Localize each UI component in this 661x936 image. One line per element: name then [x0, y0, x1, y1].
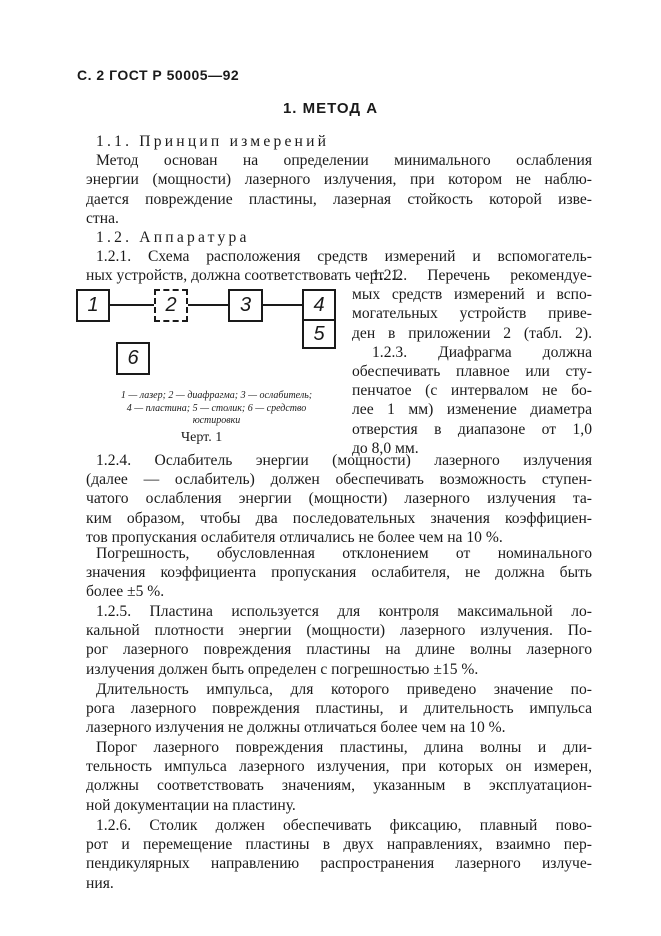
text-line: ния. [86, 874, 114, 892]
right-column [352, 266, 592, 458]
box-stage: 5 [302, 319, 336, 349]
text-line: могательных устройств приве- [352, 305, 592, 323]
caption-line: юстировки [192, 415, 241, 426]
paragraph-porog [86, 738, 592, 815]
section-1-1 [86, 132, 592, 286]
text-line: тов пропускания ослабителя отличались не более чем на 10 %. [86, 528, 503, 546]
section-1-2-4 [86, 451, 592, 547]
text-line: 1.2.1. Схема расположения средств измерений и вспомогатель- [96, 248, 592, 266]
box-attenuator: 3 [228, 289, 263, 322]
connector-line [110, 304, 154, 306]
text-line: чатого ослабления энергии (мощности) лазерного излучения та- [86, 490, 592, 508]
text-line: мых средств измерений и вспо- [352, 286, 592, 304]
heading-1-2: 1.2. Аппаратура [96, 229, 250, 247]
figure-caption [74, 390, 359, 428]
text-line: дается повреждение пластины, лазерная стойкость которой изве- [86, 190, 592, 208]
paragraph-pogreshnost [86, 544, 592, 602]
text-line: Метод основан на определении минимального ослабления [96, 152, 592, 170]
section-1-2-6 [86, 816, 592, 893]
connector-line [263, 304, 302, 306]
text-line: пенчатое (с интервалом не бо- [352, 382, 592, 400]
text-line: ден в приложении 2 (табл. 2). [352, 324, 592, 342]
text-line: 1.2.4. Ослабитель энергии (мощности) лазерного излучения [96, 452, 592, 469]
text-line: рот и перемещение пластины в двух направлениях, взаимно пер- [86, 836, 592, 854]
text-line: лее 1 мм) изменение диаметра [352, 401, 592, 419]
text-line: Порог лазерного повреждения пластины, длина волны и дли- [96, 739, 592, 756]
text-line: ных устройств, должна соответствовать черт. 1. [86, 267, 403, 285]
text-line: Погрешность, обусловленная отклонением от номинального [96, 545, 592, 562]
box-laser: 1 [76, 289, 110, 322]
text-line: до 8,0 мм. [352, 439, 419, 457]
text-line: стна. [86, 209, 119, 227]
connector-line [188, 304, 228, 306]
text-line: более ±5 %. [86, 583, 165, 601]
figure-label: Черт. 1 [181, 430, 223, 445]
text-line: 1.2.3. Диафрагма должна [372, 343, 592, 361]
text-line: (далее — ослабитель) должен обеспечивать возможность ступен- [86, 471, 592, 489]
text-line: пендикулярных направлению распространения лазерного излуче- [86, 855, 592, 873]
text-line: 1.2.6. Столик должен обеспечивать фиксацию, плавный пово- [96, 817, 592, 834]
text-line: 1.2.2. Перечень рекомендуе- [372, 267, 592, 284]
page-header: С. 2 ГОСТ Р 50005—92 [77, 67, 240, 83]
text-line: ким образом, чтобы два последовательных значения коэффициен- [86, 509, 592, 527]
text-line: рога лазерного повреждения пластины, и длительность импульса [86, 700, 592, 718]
text-line: 1.2.5. Пластина используется для контроля максимальной ло- [96, 603, 592, 620]
caption-line: 4 — пластина; 5 — столик; 6 — средство [126, 402, 307, 414]
text-line: обеспечивать плавное или сту- [352, 363, 592, 381]
heading-1-1: 1.1. Принцип измерений [96, 133, 330, 150]
box-alignment: 6 [116, 342, 150, 375]
section-title: 1. МЕТОД А [282, 100, 379, 117]
text-line: ной документации на пластину. [86, 796, 296, 814]
text-line: энергии (мощности) лазерного излучения, при котором не наблю- [86, 171, 592, 189]
text-line: Длительность импульса, для которого приведено значение по- [96, 681, 592, 698]
text-line: отверстия в диапазоне от 1,0 [352, 420, 592, 438]
caption-line: 1 — лазер; 2 — диафрагма; 3 — ослабитель; [120, 390, 313, 401]
text-line: излучения должен быть определен с погрешностью ±15 %. [86, 660, 479, 678]
text-line: лазерного излучения не должны отличаться более чем на 10 %. [86, 719, 506, 737]
text-line: рог лазерного повреждения пластины на длине волны лазерного [86, 641, 592, 659]
text-line: должны соответствовать значениям, указанным в эксплуатацион- [86, 777, 592, 795]
section-1-2-5 [86, 602, 592, 679]
box-diaphragm: 2 [154, 289, 188, 322]
text-line: тельность импульса лазерного излучения, при которых он измерен, [86, 758, 592, 776]
text-line: кальной плотности энергии (мощности) лазерного излучения. По- [86, 622, 592, 640]
box-plate: 4 [302, 289, 336, 321]
text-line: значения коэффициента пропускания ослабителя, не должна быть [86, 564, 592, 582]
paragraph-dlitelnost [86, 680, 592, 738]
